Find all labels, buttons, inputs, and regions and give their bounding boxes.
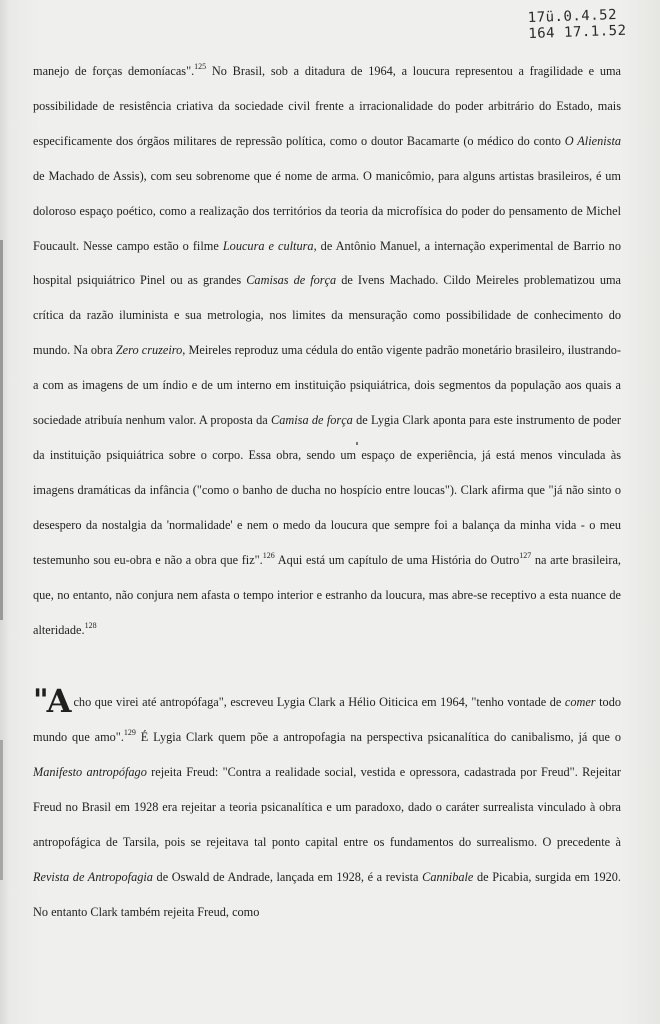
italic-title: O Alienista [564, 133, 622, 148]
text-run: No Brasil, sob a ditadura de 1964, a loucura representou a fragilidade e uma possibilidade de resistência criativa da sociedade civil frente a irracionalidade do poder arbitrário do Estado, mais especificamente dos órgãos militares de repressão política, como o doutor Bacamarte (o médico do conto [33, 64, 622, 148]
text-run: de Ivens Machado. Cildo Meireles problematizou uma crítica da razão iluminista e sua metrologia, nos limites da mensuração como possibilidade de conhecimento do mundo. Na obra [33, 273, 621, 358]
paragraph [33, 54, 621, 647]
footnote-ref[interactable]: 126 [262, 550, 275, 560]
binding-shadow [0, 240, 3, 620]
text-run: rejeita Freud: "Contra a realidade social, vestida e opressora, cadastrada por Freud". Rejeitar Freud no Brasil em 1928 era rejeitar a teoria psicanalítica e um paradoxo, dado o caráter surrealista vinculado à obra antropofágica de Tarsila, pois se rejeitava tal ponto capital entre os fundamentos do surrealismo. O precedente à [33, 765, 622, 850]
footnote-ref[interactable]: 129 [123, 728, 136, 738]
italic-title: Revista de Antropofagia [33, 869, 153, 884]
footnote-ref[interactable]: 127 [519, 550, 532, 560]
text-run: , de Antônio Manuel, a internação experimental de Barrio no hospital psiquiátrico Pinel ou as grandes [33, 238, 621, 288]
text-run: na arte brasileira, que, no entanto, não conjura nem afasta o tempo interior e estranho da loucura, mas abre-se receptivo a esta nuance de alteridade. [33, 552, 621, 637]
text-run: , Meireles reproduz uma cédula do então vigente padrão monetário brasileiro, ilustrando-a com as imagens de um índio e de um interno em instituição psiquiátrica, dois segmentos da população aos quais a sociedade atribuía nenhum valor. A proposta da [33, 343, 621, 428]
paragraph [33, 684, 621, 929]
binding-shadow [0, 740, 3, 880]
italic-title: Camisa de força [271, 413, 353, 428]
text-run: de Machado de Assis), com seu sobrenome que é nome de arma. O manicômio, para alguns artistas brasileiros, é um doloroso espaço poético, como a realização dos territórios da teoria da microfísica do poder do pensamento de Michel Foucault. Nesse campo estão o filme [33, 168, 621, 253]
footnote-ref[interactable]: 128 [84, 620, 97, 630]
handwritten-note-line: 17ü.0.4.52 [527, 6, 618, 27]
drop-quote: " [33, 683, 47, 719]
italic-title: Camisas de força [246, 273, 337, 288]
italic-title: Cannibale [422, 869, 474, 884]
text-run: manejo de forças demoníacas". [33, 64, 195, 78]
footnote-ref[interactable]: 125 [194, 62, 207, 71]
text-run: de Oswald de Andrade, lançada em 1928, é a revista [152, 869, 423, 884]
italic-word: comer [564, 695, 596, 710]
text-run: todo mundo que amo". [33, 695, 621, 745]
text-run: cho que virei até antropófaga", escreveu Lygia Clark a Hélio Oiticica em 1964, "tenho vontade de [73, 695, 565, 710]
text-run: Aqui está um capítulo de uma História do Outro [274, 552, 520, 567]
body-text [33, 54, 621, 930]
italic-title: Manifesto antropófago [33, 765, 147, 780]
drop-cap: A [46, 682, 72, 721]
italic-title: Loucura e cultura [222, 238, 314, 253]
text-run: de Picabia, surgida em 1920. No entanto Clark também rejeita Freud, como [33, 869, 622, 919]
text-run: de Lygia Clark aponta para este instrumento de poder da instituição psiquiátrica sobre o corpo. Essa obra, sendo um espaço de experiência, já está menos vinculada às imagens dramáticas da infância ("como o banho de ducha no hospício entre loucas"). Clark afirma que "já não sinto o desespero da nostalgia da 'normalidade' e nem o medo da loucura que sempre foi a balança da minha vida - o meu testemunho sou eu-obra e não a obra que fiz". [33, 413, 621, 567]
text-run: É Lygia Clark quem põe a antropofagia na perspectiva psicanalítica do canibalismo, já que o [135, 730, 621, 745]
handwritten-note-line: 164 17.1.52 [528, 22, 627, 43]
handwritten-note [527, 6, 648, 42]
italic-title: Zero cruzeiro [115, 343, 183, 358]
